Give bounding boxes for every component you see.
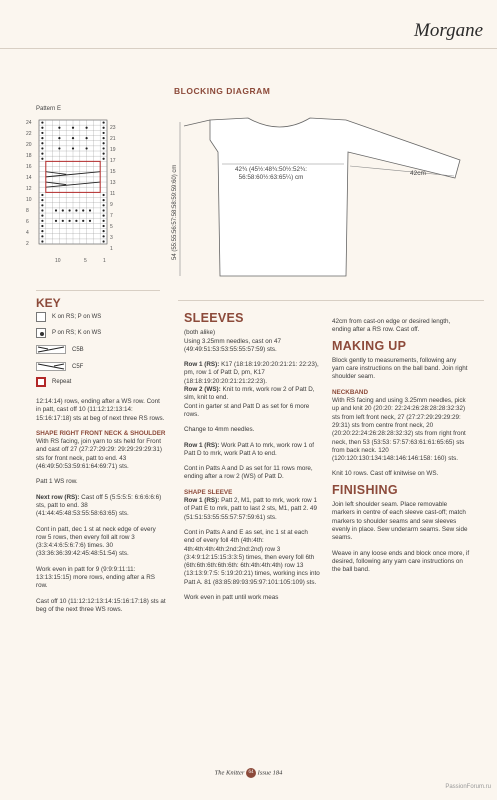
paragraph: With RS facing, join yarn to sts held for Front and cast off 27 (27:27:29:29: 29:29:29:29:31) sts for front neck, patt to end. 43 (46:49:50:53:59:61:64:69:71) sts. (36, 438, 162, 471)
row-numbers-left: 24 22 20 18 16 14 12 10 8 6 4 2 (26, 120, 32, 247)
section-heading-making-up: MAKING UP (332, 338, 407, 353)
length-measurement: 54 (55:55:56:57:58:58:59:59:60) cm (172, 164, 178, 260)
col-label-5: 5 (84, 258, 87, 264)
top-rule (0, 48, 497, 49)
paragraph: Next row (RS): Cast off 5 (5:5:5:5: 6:6:6:6:6) sts, patt to end. 38 (41:44:45:48:53:55:58:63:65) sts. (36, 493, 162, 518)
page-footer: The Knitter 64 Issue 184 (214, 769, 283, 777)
column-3 (332, 318, 470, 581)
paragraph: Row 1 (RS): K17 (18:18:19:20:20:21:21: 22:23), pm, row 1 of Patt D, pm, K17 (18:18:19:20:20:21:21:22:23). (184, 361, 319, 385)
paragraph: Cast off 10 (11:12:12:13:14:15:16:17:18) sts at beg of the next three WS rows. (36, 597, 166, 613)
key-item-c5b: C5B (36, 345, 84, 354)
paragraph: Change to 4mm needles. (184, 426, 255, 434)
section-heading-finishing: FINISHING (332, 482, 398, 497)
watermark: PassionForum.ru (445, 784, 491, 790)
paragraph: Work even in patt until work meas (184, 594, 279, 602)
paragraph: 12:14:14) rows, ending after a WS row. Cont in patt, cast off 10 (11:12:12:13:14: 15:16:17:18) sts at beg of next three RS rows. (36, 398, 165, 422)
key-item-purl: P on RS; K on WS (36, 328, 101, 338)
paragraph: Block gently to measurements, following any yarn care instructions on the ball band. Join right shoulder seam. (332, 356, 468, 381)
chart-label: Pattern E (36, 106, 62, 112)
paragraph: Work even in patt for 9 (9:9:9:11:11: 13:13:15:15) more rows, ending after a RS row. (36, 565, 156, 590)
subheading: SHAPE RIGHT FRONT NECK & SHOULDER (36, 429, 166, 437)
paragraph: Knit 10 rows. Cast off knitwise on WS. (332, 470, 439, 478)
section-heading-sleeves: SLEEVES (184, 311, 244, 325)
row-numbers-right: 23 21 19 17 15 13 11 9 7 5 3 1 (110, 125, 116, 252)
paragraph: Cont in patt, dec 1 st at neck edge of every row 5 rows, then every foll alt row 3 (3:3:4:4:6:5:6:7:6) times. 30 (33:36:36:39:42:45:48:51:54) sts. (36, 525, 156, 558)
col-label-10: 10 (55, 258, 61, 264)
blocking-diagram (170, 100, 490, 285)
paragraph: Row 1 (RS): Work Patt A to mrk, work row 1 of Patt D to mrk, work Patt A to end. (184, 441, 315, 457)
key-rule (36, 290, 160, 291)
knit-stitch-icon (36, 312, 46, 322)
column-1 (36, 398, 166, 621)
page-number-badge: 64 (246, 768, 256, 778)
purl-stitch-icon (36, 328, 46, 338)
key-item-knit: K on RS; P on WS (36, 312, 101, 322)
pattern-title: Morgane (414, 20, 483, 41)
paragraph: 42cm from cast-on edge or desired length, ending after a RS row. Cast off. (332, 318, 451, 334)
pattern-e-chart (36, 116, 136, 264)
paragraph: With RS facing and using 3.25mm needles, pick up and knit 20 (20:20: 22:24:26:28:28:28:32:32) sts from left front neck, 27 (27:27:29:29:29:29: 29:31) sts from centre front neck, 20 (20:20:22:24:26:28:28:32:32) sts from right front neck, then 53 (53:53: 57:57:63:61:61:65:65) sts from back neck. 120 (120:120:130:134:148:146:146:158: 160) sts. (332, 397, 466, 463)
cable-back-icon (36, 345, 66, 354)
key-item-repeat: Repeat (36, 377, 71, 387)
paragraph: Cont in Patts A and E as set, inc 1 st at each end of every foll 4th (4th:4th: 4th:4th:4th:4th:2nd:2nd:2nd) row 3 (3:4:9:12:15:15:3:3:5) times, then every foll 6th (6th:6th:6th:6th:6th: 6th:4th:4th:4th) row 13 (13:13:9:7:5: 5:19:20:21) times, working incs into Patt A. 81 (83:85:89:93:95:97:101:105:109) sts. (184, 528, 320, 586)
key-title: KEY (36, 296, 61, 310)
paragraph: Cont in Patts A and D as set for 11 rows more, ending after a row 2 (WS) of Patt D. (184, 465, 313, 481)
paragraph: Row 1 (RS): Patt 2, M1, patt to mrk, work row 1 of Patt E to mrk, patt to last 2 sts, M1, patt 2. 49 (51:51:53:55:55:57:57:59:61) sts. (184, 497, 317, 521)
chest-measurement: 42¾ (45½:48¾:50½:52¾: 56:58:60½:63:65¼) cm (234, 166, 308, 181)
paragraph: Cont in garter st and Patt D as set for 6 more rows. (184, 402, 310, 418)
paragraph: Join left shoulder seam. Place removable markers in centre of each sleeve cast-off; match markers to shoulder seams and sew sleeves evenly in place. Sew underarm seams. Sew side seams. (332, 501, 468, 542)
paragraph: Patt 1 WS row. (36, 478, 78, 486)
paragraph: Weave in any loose ends and block once more, if desired, following any yarn care instructions on the ball band. (332, 549, 470, 574)
paragraph: (both alike) (184, 329, 216, 337)
paragraph: Using 3.25mm needles, cast on 47 (49:49:51:53:53:55:55:57:59) sts. (184, 337, 281, 353)
paragraph: Row 2 (WS): Knit to mrk, work row 2 of Patt D, slm, knit to end. (184, 386, 315, 402)
blocking-diagram-heading: BLOCKING DIAGRAM (174, 86, 271, 96)
section-rule (178, 300, 484, 301)
col-label-1: 1 (103, 258, 106, 264)
repeat-box-icon (36, 377, 46, 387)
key-item-c5f: C5F (36, 362, 83, 371)
cable-front-icon (36, 362, 66, 371)
subheading: SHAPE SLEEVE (184, 488, 233, 496)
column-2 (184, 311, 320, 609)
sleeve-measurement: 42cm (410, 170, 426, 177)
subheading: NECKBAND (332, 388, 369, 396)
